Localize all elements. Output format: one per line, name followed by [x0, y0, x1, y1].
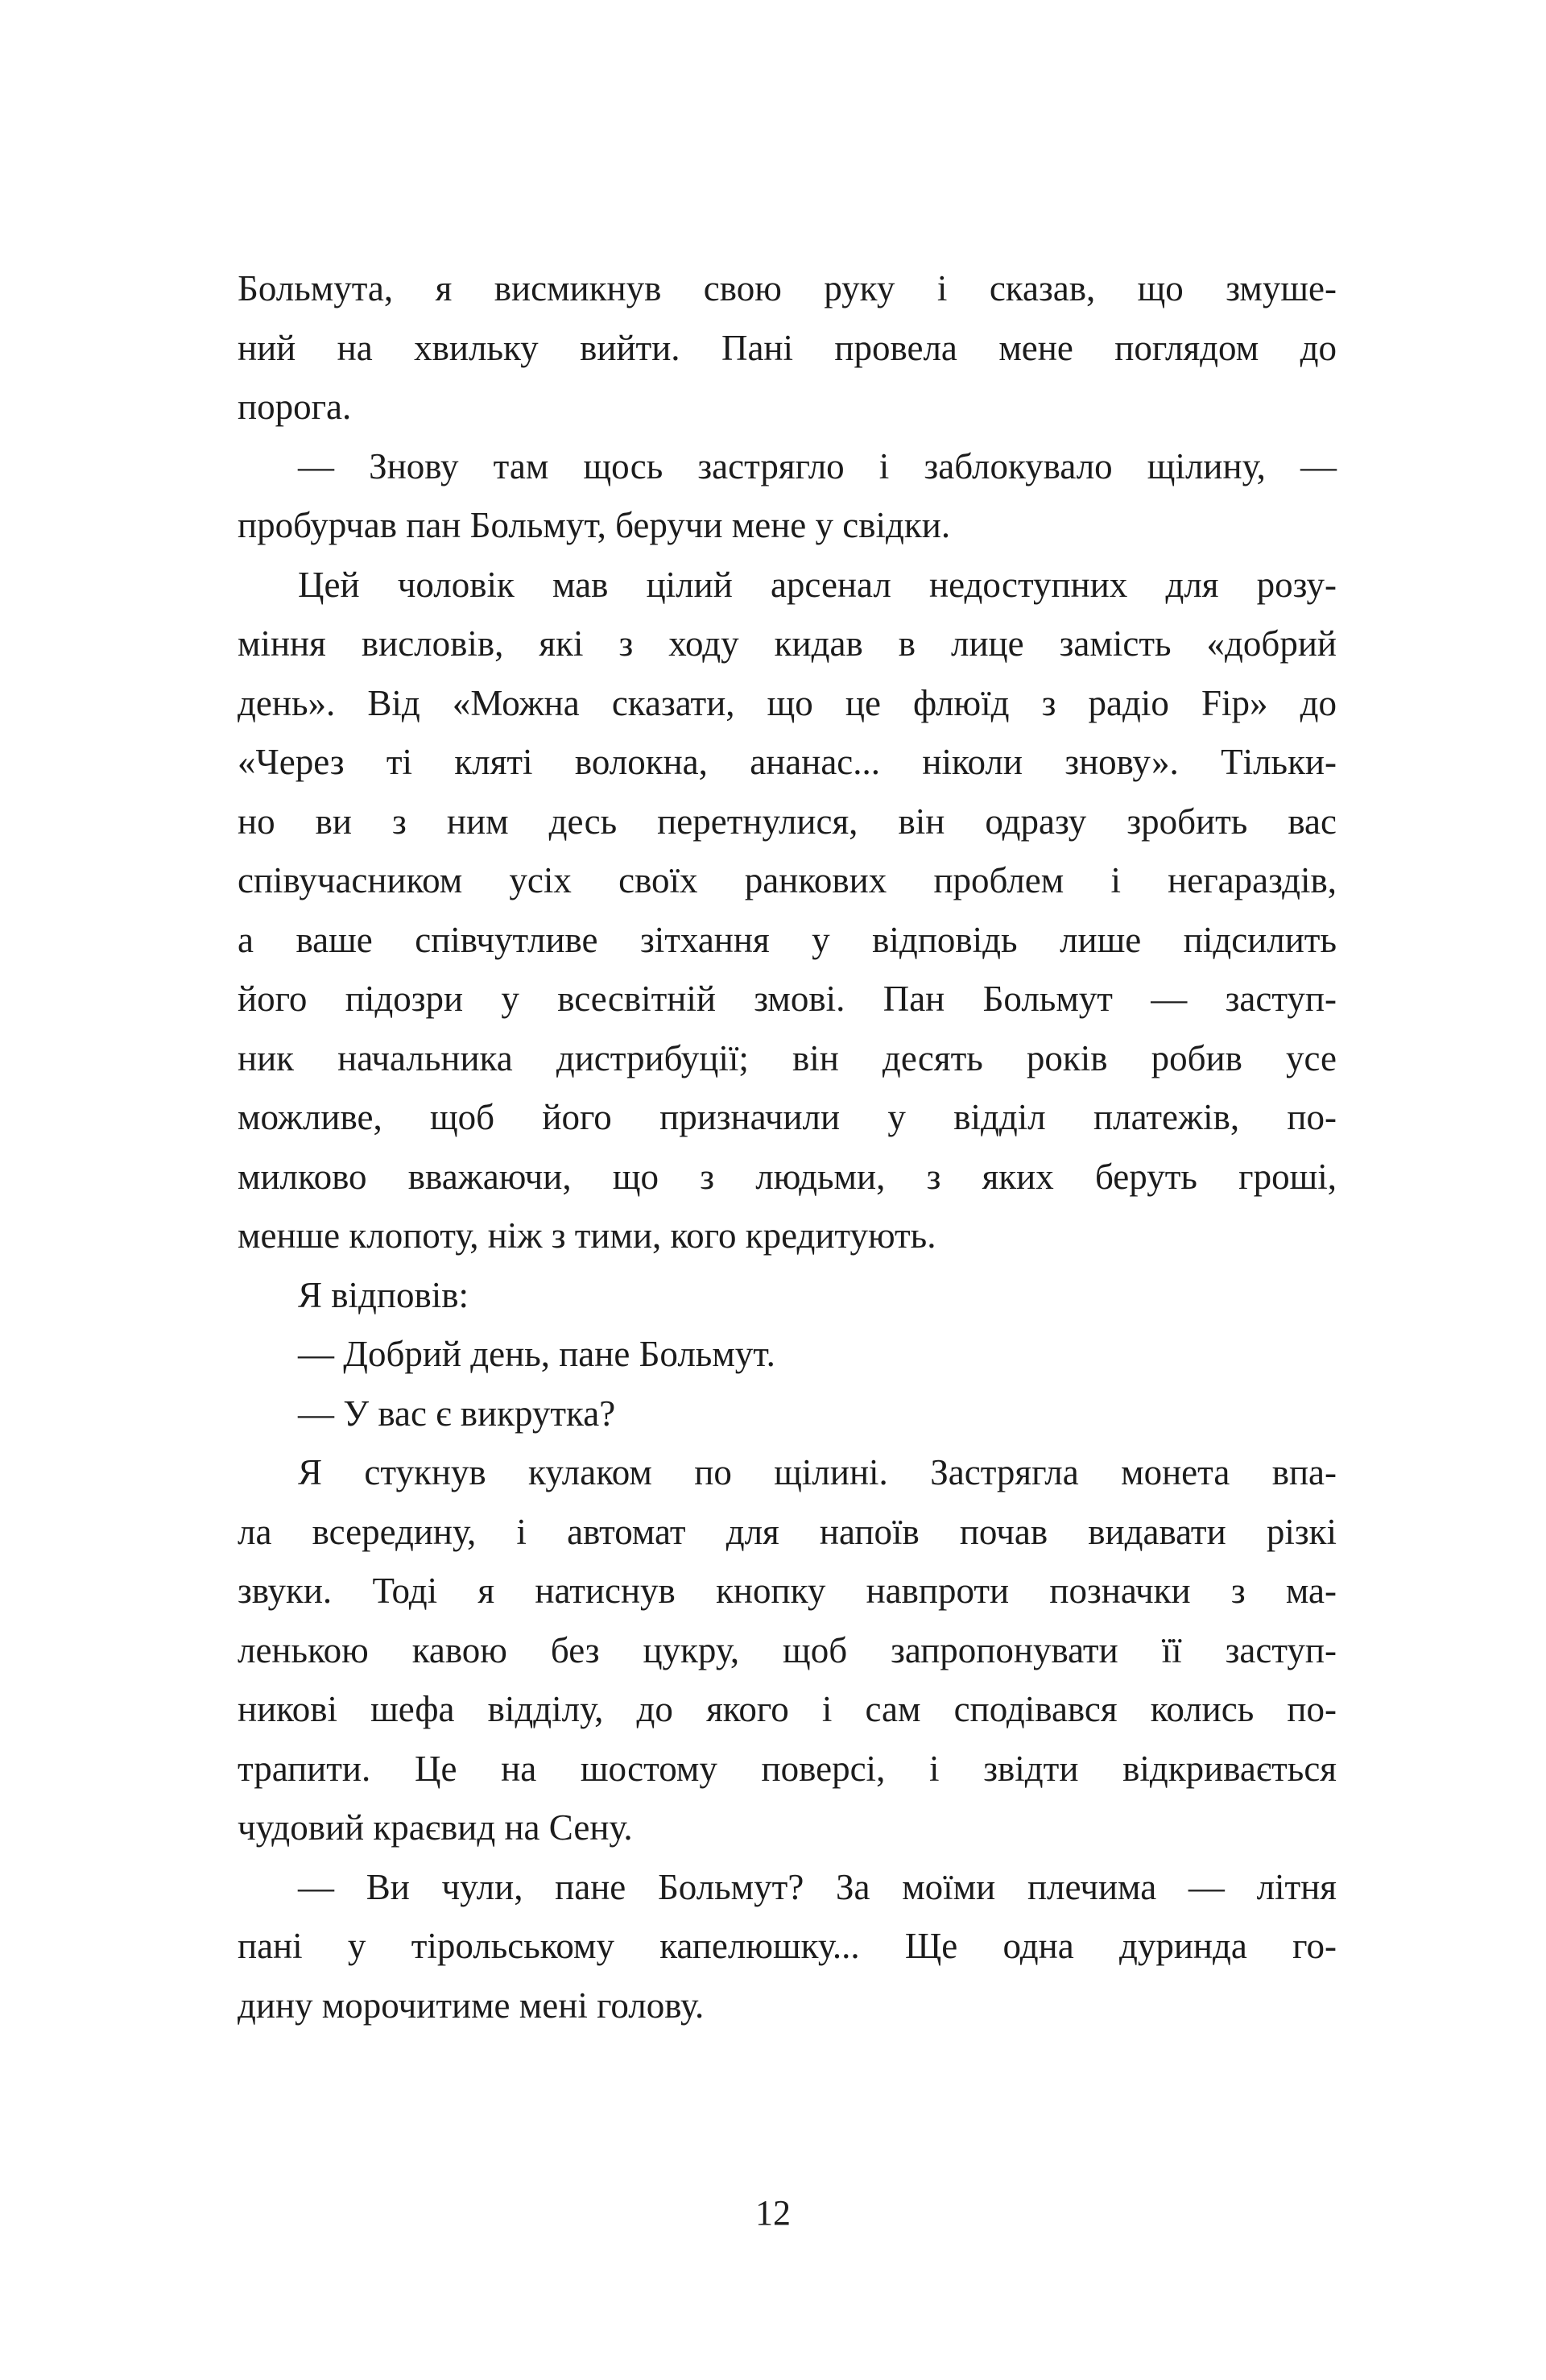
text-line: Цей чоловік мав цілий арсенал недоступних для розу-	[298, 564, 1337, 605]
text-line: милково вважаючи, що з людьми, з яких беруть гроші,	[238, 1156, 1337, 1197]
text-line: никові шефа відділу, до якого і сам сподівався колись по-	[238, 1689, 1337, 1729]
text-line: — Ви чули, пане Больмут? За моїми плечима — літня	[298, 1866, 1337, 1907]
text-line: ленькою кавою без цукру, щоб запропонувати її заступ-	[238, 1629, 1337, 1670]
text-line: менше клопоту, ніж з тими, кого кредитують.	[238, 1215, 936, 1256]
paragraph	[238, 1385, 1337, 1444]
text-line: пробурчав пан Больмут, беручи мене у свідки.	[238, 505, 951, 545]
text-line: Больмута, я висмикнув свою руку і сказав, що змуше-	[238, 268, 1337, 308]
text-line: Я відповів:	[298, 1274, 469, 1315]
paragraph	[238, 556, 1337, 1266]
text-line: міння висловів, які з ходу кидав в лице замість «добрий	[238, 623, 1337, 664]
text-line: «Через ті кляті волокна, ананас... ніколи знову». Тільки-	[238, 742, 1337, 782]
text-line: співучасником усіх своїх ранкових проблем і негараздів,	[238, 860, 1337, 900]
paragraph	[238, 1858, 1337, 2036]
text-line: можливе, щоб його призначили у відділ платежів, по-	[238, 1097, 1337, 1137]
text-line: дину морочитиме мені голову.	[238, 1985, 705, 2026]
text-line: ний на хвильку вийти. Пані провела мене поглядом до	[238, 327, 1337, 368]
text-line: ник начальника дистрибуції; він десять років робив усе	[238, 1037, 1337, 1078]
text-line: трапити. Це на шостому поверсі, і звідти відкривається	[238, 1748, 1337, 1789]
page-number: 12	[755, 2193, 791, 2233]
text-line: а ваше співчутливе зітхання у відповідь лише підсилить	[238, 919, 1337, 960]
paragraph	[238, 1325, 1337, 1385]
text-line: звуки. Тоді я натиснув кнопку навпроти позначки з ма-	[238, 1571, 1337, 1611]
text-line: порога.	[238, 387, 352, 427]
paragraph	[238, 259, 1337, 437]
text-line: ла всередину, і автомат для напоїв почав видавати різкі	[238, 1511, 1337, 1552]
paragraph	[238, 1266, 1337, 1326]
text-line: день». Від «Можна сказати, що це флюїд з радіо Fip» до	[238, 682, 1337, 723]
text-line: чудовий краєвид на Сену.	[238, 1807, 633, 1848]
paragraph	[238, 1443, 1337, 1858]
text-line: — Знову там щось застрягло і заблокувало щілину, —	[298, 445, 1337, 486]
text-line: Я стукнув кулаком по щілині. Застрягла монета впа-	[298, 1452, 1337, 1492]
text-line: пані у тірольському капелюшку... Ще одна дуринда го-	[238, 1926, 1337, 1966]
text-line: — У вас є викрутка?	[298, 1393, 616, 1434]
text-line: — Добрий день, пане Больмут.	[298, 1334, 775, 1374]
paragraph	[238, 437, 1337, 556]
text-line: но ви з ним десь перетнулися, він одразу зробить вас	[238, 801, 1337, 842]
body-text	[238, 259, 1337, 2035]
text-line: його підозри у всесвітній змові. Пан Больмут — заступ-	[238, 979, 1337, 1019]
